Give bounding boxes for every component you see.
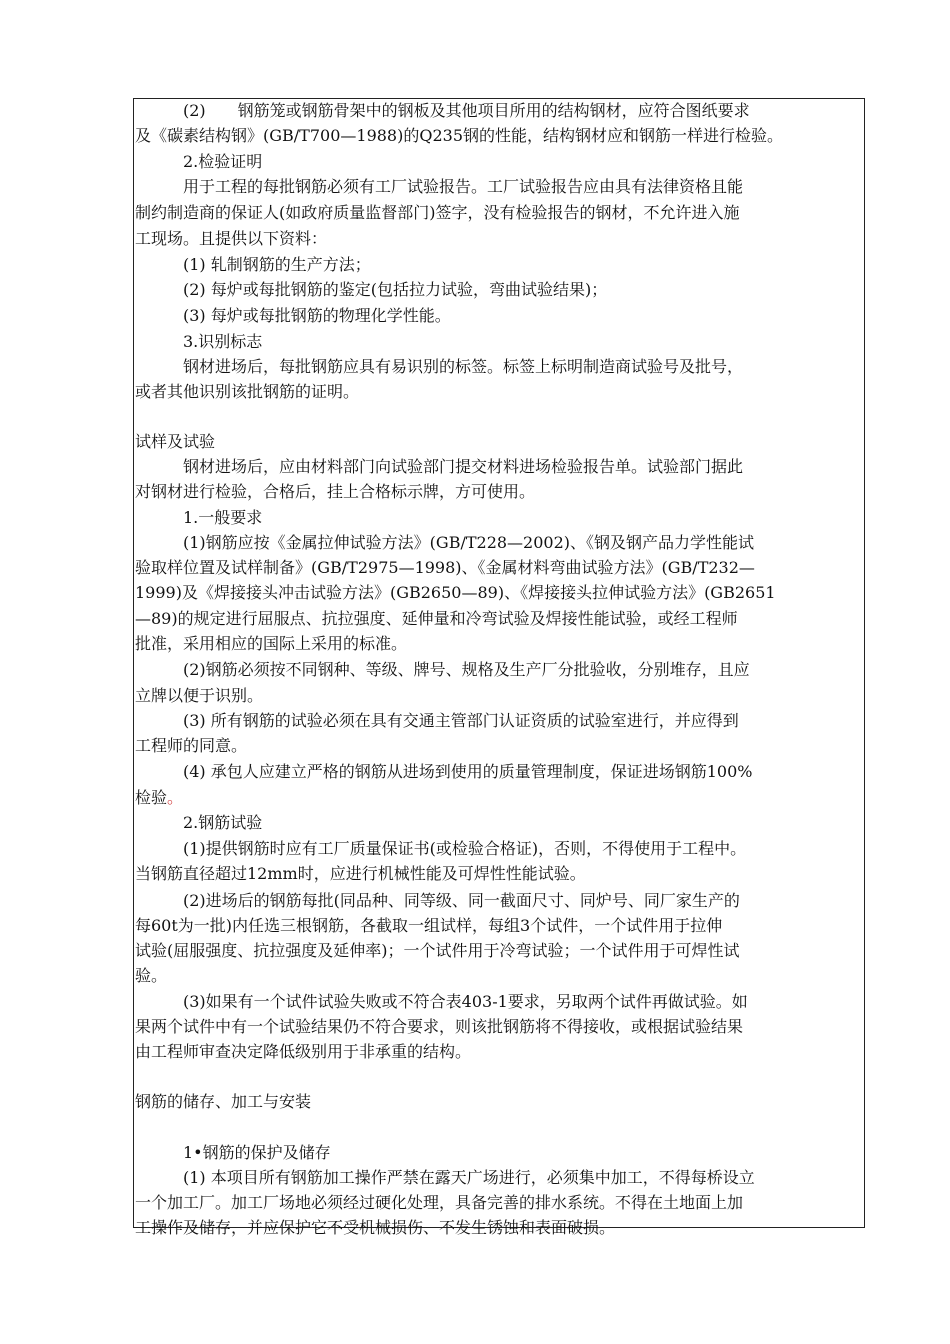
text-line xyxy=(135,380,359,404)
text-line xyxy=(135,1216,615,1240)
text-line xyxy=(135,964,167,988)
text-line xyxy=(135,607,738,631)
text-line xyxy=(135,684,263,708)
text-line xyxy=(135,278,607,302)
text-line-content: 试验(屈服强度、抗拉强度及延伸率)；一个试件用于冷弯试验；一个试件用于可焊性试 xyxy=(135,941,740,960)
text-line-content: (1)提供钢筋时应有工厂质量保证书(或检验合格证)，否则，不得使用于工程中。 xyxy=(135,839,747,858)
text-line xyxy=(135,175,743,199)
text-line-content: 由工程师审查决定降低级别用于非承重的结构。 xyxy=(135,1042,472,1061)
text-line-content: (2)钢筋必须按不同钢种、等级、牌号、规格及生产厂分批验收，分别堆存，且应 xyxy=(135,660,750,679)
text-line-content: 立牌以便于识别。 xyxy=(135,686,264,705)
text-line xyxy=(135,734,247,758)
text-line xyxy=(135,658,750,682)
text-line-content: 或者其他识别该批钢筋的证明。 xyxy=(135,382,360,401)
text-line-content: (2) 钢筋笼或钢筋骨架中的钢板及其他项目所用的结构钢材，应符合图纸要求 xyxy=(135,101,750,120)
text-line-content: (3) 所有钢筋的试验必须在具有交通主管部门认证资质的试验室进行，并应得到 xyxy=(135,711,739,730)
text-line-content: —89)的规定进行屈服点、抗拉强度、延伸量和冷弯试验及焊接性能试验，或经工程师 xyxy=(135,609,738,628)
text-line-content: (1) 轧制钢筋的生产方法； xyxy=(135,255,371,274)
text-line xyxy=(135,990,748,1014)
text-line-content: (2) 每炉或每批钢筋的鉴定(包括拉力试验，弯曲试验结果)； xyxy=(135,280,608,299)
text-line-content: (3)如果有一个试件试验失败或不符合表403-1要求，另取两个试件再做试验。如 xyxy=(135,992,748,1011)
text-line-content: 验取样位置及试样制备》(GB/T2975—1998)、《金属材料弯曲试验方法》(GB/T232— xyxy=(135,558,755,577)
text-line xyxy=(135,430,215,454)
text-line-content: 对钢材进行检验，合格后，挂上合格标示牌，方可使用。 xyxy=(135,482,536,501)
text-line-content: 当钢筋直径超过12mm时，应进行机械性能及可焊性性能试验。 xyxy=(135,864,586,883)
text-line-content: 检验 xyxy=(135,788,168,807)
text-line xyxy=(135,150,262,174)
text-line-content: 批准，采用相应的国际上采用的标准。 xyxy=(135,634,408,653)
text-line xyxy=(135,99,750,123)
text-line-content: 一个加工厂。加工厂场地必须经过硬化处理，具备完善的排水系统。不得在土地面上加 xyxy=(135,1193,744,1212)
text-line-content: 验。 xyxy=(135,966,168,985)
text-line-content: 钢材进场后，每批钢筋应具有易识别的标签。标签上标明制造商试验号及批号， xyxy=(135,357,744,376)
text-line xyxy=(135,632,407,656)
text-line xyxy=(135,837,746,861)
text-line xyxy=(135,253,371,277)
text-line-content: 钢筋的储存、加工与安装 xyxy=(135,1092,312,1111)
text-line-content: (2)进场后的钢筋每批(同品种、同等级、同一截面尺寸、同炉号、同厂家生产的 xyxy=(135,891,740,910)
text-line xyxy=(135,939,740,963)
text-line-content: 1999)及《焊接接头冲击试验方法》(GB2650—89)、《焊接接头拉伸试验方法》(GB2651 xyxy=(135,583,776,602)
text-line-content: 果两个试件中有一个试验结果仍不符合要求，则该批钢筋将不得接收，或根据试验结果 xyxy=(135,1017,744,1036)
text-line-content: (4) 承包人应建立严格的钢筋从进场到使用的质量管理制度，保证进场钢筋100% xyxy=(135,762,753,781)
text-line xyxy=(135,1166,755,1190)
text-line-content: 工现场。且提供以下资料： xyxy=(135,229,328,248)
text-line-content: 1•钢筋的保护及储存 xyxy=(135,1143,331,1162)
text-line xyxy=(135,124,783,148)
text-line xyxy=(135,455,743,479)
text-line xyxy=(135,709,739,733)
text-line xyxy=(135,1141,331,1165)
text-line-content: 工操作及储存，并应保护它不受机械损伤、不发生锈蚀和表面破损。 xyxy=(135,1218,616,1237)
text-line xyxy=(135,330,262,354)
text-line-content: 3.识别标志 xyxy=(135,332,263,351)
text-line xyxy=(135,914,722,938)
text-line-content: 工程师的同意。 xyxy=(135,736,248,755)
text-line-content: 2.检验证明 xyxy=(135,152,263,171)
text-line xyxy=(135,862,586,886)
text-line-content: 及《碳素结构钢》(GB/T700—1988)的Q235钢的性能，结构钢材应和钢筋一样进行检验。 xyxy=(135,126,784,145)
text-line xyxy=(135,786,183,810)
text-line-content: (3) 每炉或每批钢筋的物理化学性能。 xyxy=(135,306,451,325)
text-line-content: (1) 本项目所有钢筋加工操作严禁在露天广场进行，必须集中加工，不得每桥设立 xyxy=(135,1168,755,1187)
text-line xyxy=(135,1090,311,1114)
text-line xyxy=(135,811,262,835)
text-line xyxy=(135,480,535,504)
text-line xyxy=(135,1015,743,1039)
text-line-content: 试样及试验 xyxy=(135,432,216,451)
document-frame xyxy=(133,98,865,1237)
text-line-content: 1.一般要求 xyxy=(135,508,263,527)
text-line-content: (1)钢筋应按《金属拉伸试验方法》(GB/T228—2002)、《钢及钢产品力学性能试 xyxy=(135,533,755,552)
text-line xyxy=(135,355,743,379)
text-line xyxy=(135,227,327,251)
text-line xyxy=(135,889,740,913)
text-line xyxy=(135,556,755,580)
text-line xyxy=(135,760,753,784)
text-line-content: 每60t为一批)内任选三根钢筋，各截取一组试样，每组3个试件，一个试件用于拉伸 xyxy=(135,916,723,935)
text-line xyxy=(135,581,776,605)
text-line xyxy=(135,506,262,530)
text-line xyxy=(135,201,740,225)
text-line-content: 钢材进场后，应由材料部门向试验部门提交材料进场检验报告单。试验部门据此 xyxy=(135,457,744,476)
text-line xyxy=(135,531,754,555)
text-line xyxy=(135,1191,743,1215)
text-line xyxy=(135,1040,471,1064)
text-line-content: 2.钢筋试验 xyxy=(135,813,263,832)
text-line-content: 用于工程的每批钢筋必须有工厂试验报告。工厂试验报告应由具有法律资格且能 xyxy=(135,177,744,196)
text-line-tail: 。 xyxy=(167,788,184,807)
text-line-content: 制约制造商的保证人(如政府质量监督部门)签字，没有检验报告的钢材，不允许进入施 xyxy=(135,203,740,222)
text-line xyxy=(135,304,451,328)
